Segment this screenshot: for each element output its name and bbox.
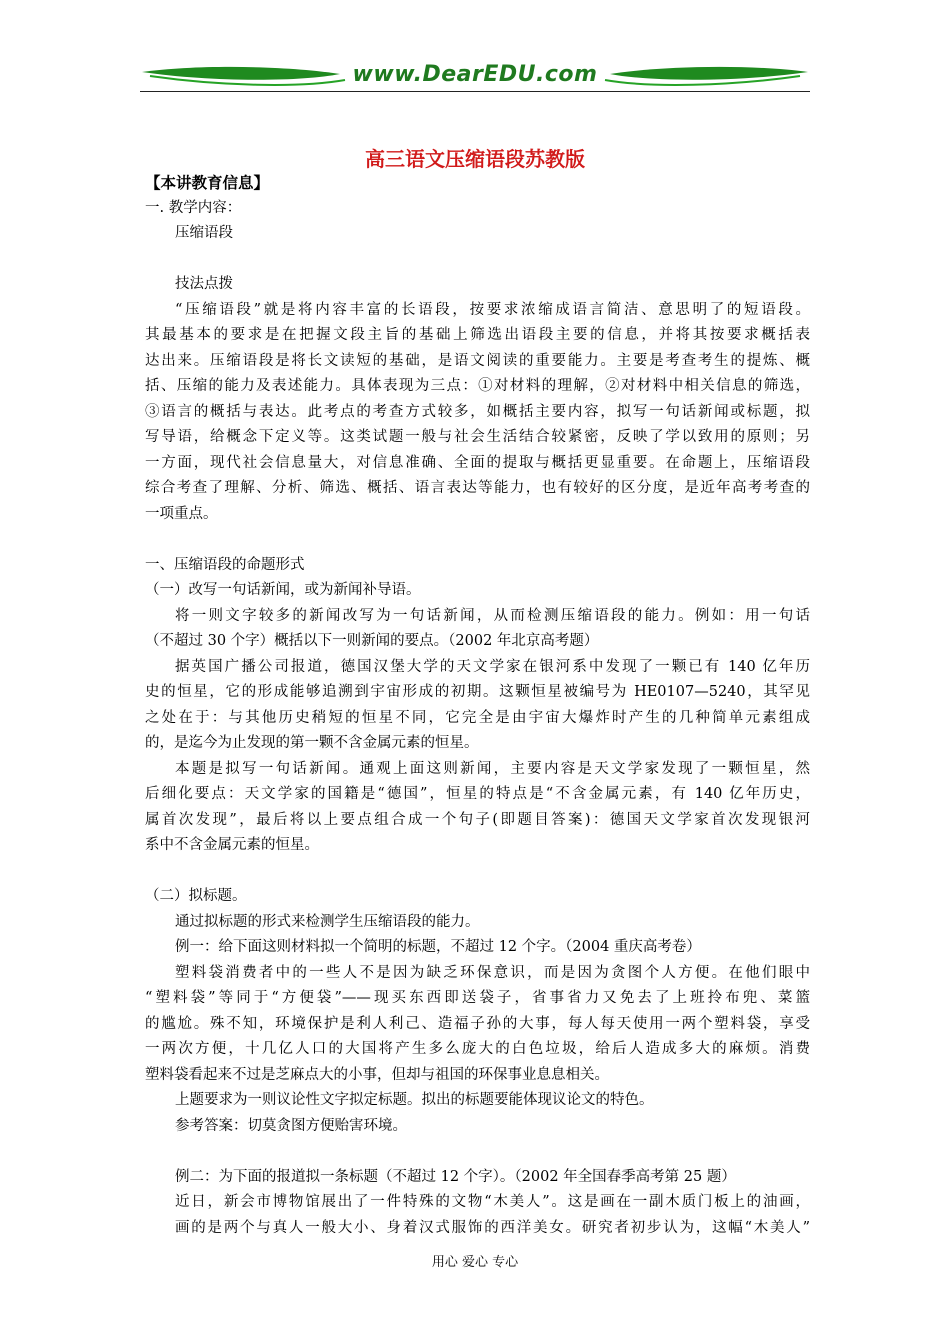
text-line: 一项重点。 <box>145 505 218 522</box>
text-line: 本题是拟写一句话新闻。通观上面这则新闻，主要内容是天文学家发现了一颗恒星，然 <box>175 760 810 777</box>
document-title: 高三语文压缩语段苏教版 <box>365 147 585 171</box>
page-header <box>140 60 810 96</box>
text-line: 之处在于：与其他历史稍短的恒星不同，它完全是由宇宙大爆炸时产生的几种简单元素组成 <box>145 709 810 726</box>
text-line: 括、压缩的能力及表述能力。具体表现为三点：①对材料的理解，②对材料中相关信息的筛选， <box>145 378 810 394</box>
text-line: （一）改写一句话新闻，或为新闻补导语。 <box>145 582 421 598</box>
text-line: 技法点拨 <box>175 276 233 292</box>
text-line: 一、压缩语段的命题形式 <box>145 556 305 573</box>
page-footer: 用心 爱心 专心 <box>431 1255 519 1270</box>
text-line: 参考答案：切莫贪图方便贻害环境。 <box>175 1117 407 1134</box>
text-line: 写导语，给概念下定义等。这类试题一般与社会生活结合较紧密，反映了学以致用的原则；另 <box>145 429 810 445</box>
text-line: 【本讲教育信息】 <box>145 173 270 192</box>
text-line: 一两次方便，十几亿人口的大国将产生多么庞大的白色垃圾，给后人造成多大的麻烦。消费 <box>145 1041 810 1057</box>
text-line: 史的恒星，它的形成能够追溯到宇宙形成的初期。这颗恒星被编号为 HE0107—5240，其罕见 <box>145 684 810 700</box>
text-line: 据英国广播公司报道，德国汉堡大学的天文学家在银河系中发现了一颗已有 140 亿年历 <box>175 658 810 675</box>
blank-line <box>145 527 810 553</box>
text-line: 塑料袋看起来不过是芝麻点大的小事，但却与祖国的环保事业息息相关。 <box>145 1066 609 1083</box>
text-line: （不超过 30 个字）概括以下一则新闻的要点。（2002 年北京高考题） <box>145 633 599 649</box>
text-line: 通过拟标题的形式来检测学生压缩语段的能力。 <box>175 913 480 930</box>
text-line: 压缩语段 <box>175 225 233 241</box>
text-line: ③语言的概括与表达。此考点的考查方式较多，如概括主要内容，拟写一句话新闻或标题，拟 <box>145 403 810 420</box>
document-body <box>145 170 810 1241</box>
text-line: 属首次发现”，最后将以上要点组合成一个句子(即题目答案)：德国天文学家首次发现银河 <box>145 811 810 828</box>
text-line: 的，是迄今为止发现的第一颗不含金属元素的恒星。 <box>145 735 479 751</box>
text-line: 例一：给下面这则材料拟一个简明的标题，不超过 12 个字。（2004 重庆高考卷） <box>175 939 701 955</box>
text-line: 一. 教学内容： <box>145 199 242 216</box>
text-line: 其最基本的要求是在把握文段主旨的基础上筛选出语段主要的信息，并将其按要求概括表 <box>145 327 810 343</box>
text-line: （二）拟标题。 <box>145 888 247 904</box>
text-line: 达出来。压缩语段是将长文读短的基础，是语文阅读的重要能力。主要是考查考生的提炼、概 <box>145 352 810 369</box>
text-line: 近日，新会市博物馆展出了一件特殊的文物“木美人”。这是画在一副木质门板上的油画， <box>175 1194 810 1210</box>
text-line: 例二：为下面的报道拟一条标题（不超过 12 个字）。（2002 年全国春季高考第 25 题） <box>175 1168 736 1185</box>
text-line: “压缩语段”就是将内容丰富的长语段，按要求浓缩成语言简洁、意思明了的短语段。 <box>175 301 810 318</box>
text-line: 后细化要点：天文学家的国籍是“德国”，恒星的特点是“不含金属元素，有 140 亿年历史， <box>145 786 810 802</box>
text-line: 将一则文字较多的新闻改写为一句话新闻，从而检测压缩语段的能力。例如：用一句话 <box>175 607 810 624</box>
header-divider <box>140 91 810 92</box>
blank-line <box>145 859 810 885</box>
text-line: 塑料袋消费者中的一些人不是因为缺乏环保意识，而是因为贪图个人方便。在他们眼中 <box>175 964 810 981</box>
text-line: 综合考查了理解、分析、筛选、概括、语言表达等能力，也有较好的区分度，是近年高考考查的 <box>145 480 810 496</box>
text-line: 系中不含金属元素的恒星。 <box>145 837 319 853</box>
text-line: 画的是两个与真人一般大小、身着汉式服饰的西洋美女。研究者初步认为，这幅“木美人” <box>175 1219 810 1236</box>
blank-line <box>145 247 810 273</box>
text-line: 的尴尬。殊不知，环境保护是利人利己、造福子孙的大事，每人每天使用一两个塑料袋，享受 <box>145 1015 810 1032</box>
text-line: 上题要求为一则议论性文字拟定标题。拟出的标题要能体现议论文的特色。 <box>175 1092 654 1108</box>
text-line: 一方面，现代社会信息量大，对信息准确、全面的提取与概括更显重要。在命题上，压缩语段 <box>145 454 810 471</box>
text-line: “塑料袋”等同于“方便袋”——现买东西即送袋子，省事省力又免去了上班拎布兜、菜篮 <box>145 990 810 1006</box>
blank-line <box>145 1139 810 1165</box>
site-url: www.DearEDU.com <box>352 62 598 87</box>
